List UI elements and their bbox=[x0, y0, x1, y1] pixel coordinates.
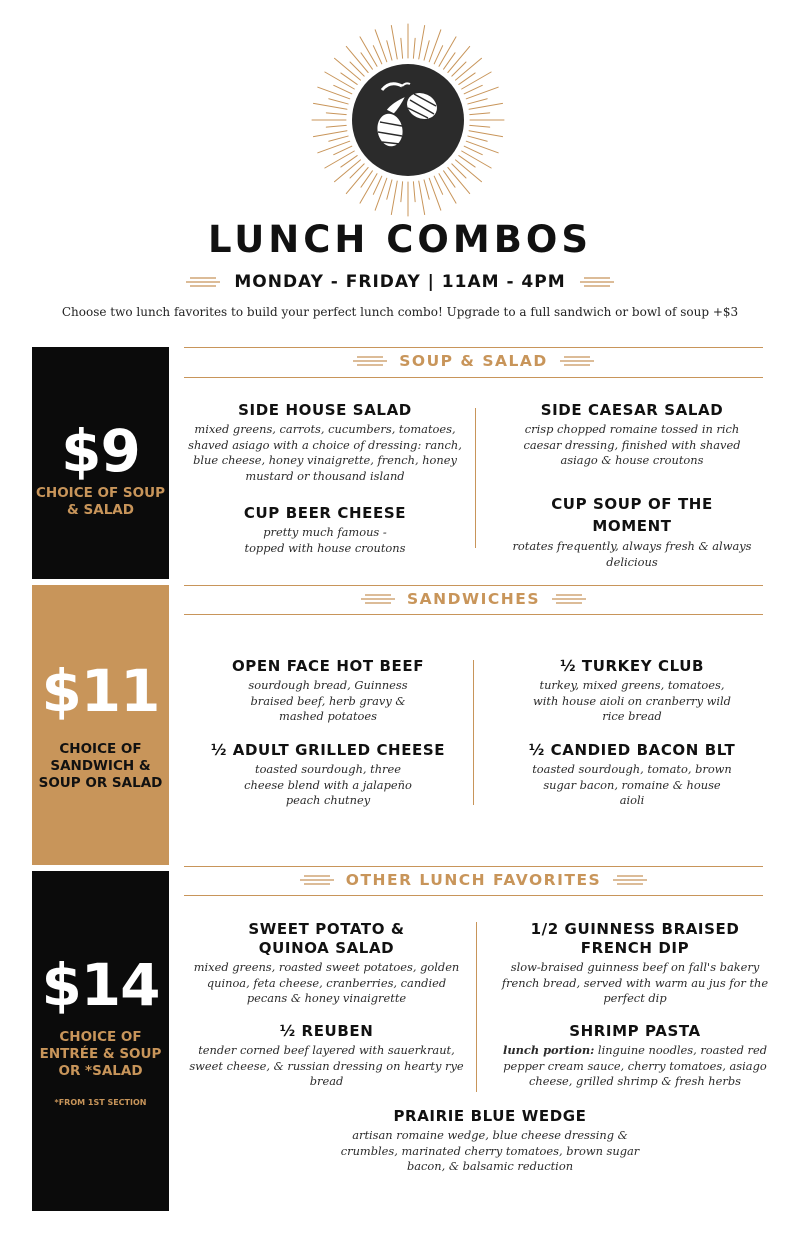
sunburst-ray bbox=[468, 136, 487, 141]
hours-row bbox=[0, 272, 800, 292]
sunburst-ray bbox=[391, 181, 397, 214]
section-title: OTHER LUNCH FAVORITES bbox=[345, 871, 602, 889]
menu-item bbox=[190, 741, 466, 809]
sunburst-ray bbox=[464, 85, 482, 93]
dash-ornament-icon bbox=[552, 592, 586, 606]
sunburst-ray bbox=[470, 125, 490, 127]
price-label: $14 bbox=[41, 951, 160, 1019]
sunburst-ray bbox=[413, 182, 415, 202]
price-block-11 bbox=[32, 585, 169, 865]
menu-item bbox=[495, 1022, 775, 1090]
sunburst-ray bbox=[329, 99, 348, 104]
sunburst-ray bbox=[419, 25, 425, 58]
sunburst-ray bbox=[387, 180, 392, 199]
sunburst-ray bbox=[373, 46, 381, 64]
column-divider bbox=[473, 660, 474, 805]
item-desc: mixed greens, roasted sweet potatoes, golden quinoa, feta cheese, cranberries, candied pecans & honey vinaigrette bbox=[193, 960, 460, 1005]
sunburst-ray bbox=[464, 146, 482, 154]
dash-ornament-icon bbox=[613, 873, 647, 887]
sunburst-ray bbox=[413, 38, 415, 58]
item-name: ½ TURKEY CLUB bbox=[559, 657, 705, 675]
sunburst-ray bbox=[387, 41, 392, 60]
menu-item bbox=[190, 657, 466, 725]
item-name: ½ REUBEN bbox=[279, 1022, 374, 1040]
menu-item bbox=[492, 657, 772, 725]
sunburst-ray bbox=[334, 146, 352, 154]
sunburst-ray bbox=[429, 30, 441, 62]
item-desc: crisp chopped romaine tossed in rich caesar dressing, finished with shaved asiago & house croutons bbox=[523, 422, 741, 467]
sunburst-ray bbox=[439, 37, 456, 66]
sunburst-ray bbox=[466, 87, 498, 99]
sunburst-ray bbox=[375, 30, 387, 62]
intro-text: Choose two lunch favorites to build your perfect lunch combo! Upgrade to a full sandwich or bowl of soup +$3 bbox=[61, 305, 739, 319]
dash-ornament-icon bbox=[361, 592, 395, 606]
sunburst-ray bbox=[462, 72, 491, 89]
sunburst-ray bbox=[318, 141, 350, 153]
item-name: ½ CANDIED BACON BLT bbox=[528, 741, 736, 759]
dash-ornament-icon bbox=[353, 354, 387, 368]
section-rule-top bbox=[184, 866, 763, 867]
section-rule-bottom bbox=[184, 895, 763, 896]
choice-label: CHOICE OF SOUP & SALAD bbox=[36, 485, 165, 518]
sunburst-ray bbox=[325, 151, 354, 168]
sunburst-ray bbox=[434, 46, 442, 64]
price-label: $9 bbox=[61, 417, 140, 485]
item-name: 1/2 GUINNESS BRAISED FRENCH DIP bbox=[530, 920, 740, 957]
sunburst-ray bbox=[360, 174, 377, 203]
menu-item bbox=[492, 493, 772, 570]
item-desc: pretty much famous - topped with house croutons bbox=[244, 525, 406, 555]
item-name: CUP SOUP OF THE MOMENT bbox=[551, 495, 713, 535]
sunburst-ray bbox=[470, 113, 490, 115]
menu-item bbox=[184, 920, 469, 1007]
menu-item bbox=[495, 920, 775, 1007]
sunburst-ray bbox=[360, 37, 377, 66]
sunburst-ray bbox=[325, 72, 354, 89]
sunburst-ray bbox=[419, 181, 425, 214]
sunburst-ray bbox=[391, 25, 397, 58]
item-name: SIDE HOUSE SALAD bbox=[238, 401, 412, 419]
sunburst-ray bbox=[434, 176, 442, 194]
dash-ornament-icon bbox=[560, 354, 594, 368]
dash-ornament-icon bbox=[300, 873, 334, 887]
section-rule-bottom bbox=[184, 377, 763, 378]
sunburst-ray bbox=[318, 87, 350, 99]
sunburst-ray bbox=[326, 125, 346, 127]
sunburst-ray bbox=[313, 103, 346, 109]
sunburst-ray bbox=[452, 164, 466, 178]
sunburst-ray bbox=[401, 38, 403, 58]
item-desc: rotates frequently, always fresh & always delicious bbox=[512, 539, 752, 569]
menu-item bbox=[184, 401, 466, 484]
item-name: SHRIMP PASTA bbox=[569, 1022, 701, 1040]
sunburst-ray bbox=[350, 62, 364, 76]
item-desc: toasted sourdough, three cheese blend with a jalapeño peach chutney bbox=[244, 762, 412, 807]
choice-label: CHOICE OF ENTRÉE & SOUP OR *SALAD bbox=[39, 1029, 162, 1079]
column-divider bbox=[475, 408, 476, 548]
item-desc: sourdough bread, Guinness braised beef, herb gravy & mashed potatoes bbox=[248, 678, 408, 723]
sunburst-ray bbox=[452, 62, 466, 76]
section-rule-top bbox=[184, 347, 763, 348]
sunburst-ray bbox=[334, 85, 352, 93]
item-name: OPEN FACE HOT BEEF bbox=[231, 657, 425, 675]
item-desc: artisan romaine wedge, blue cheese dressing & crumbles, marinated cherry tomatoes, brown sugar bacon, & balsamic reduction bbox=[340, 1128, 640, 1173]
section-rule-top bbox=[184, 585, 763, 586]
menu-item bbox=[320, 1107, 660, 1175]
sunburst-ray bbox=[439, 174, 456, 203]
section-header-other bbox=[184, 871, 763, 889]
section-header-soup-salad bbox=[184, 352, 763, 370]
sunburst-ray bbox=[468, 99, 487, 104]
menu-item bbox=[492, 401, 772, 469]
sunburst-ray bbox=[375, 178, 387, 210]
sunburst-ray bbox=[401, 182, 403, 202]
sunburst-ray bbox=[326, 113, 346, 115]
sunburst-ray bbox=[350, 164, 364, 178]
sunburst-ray bbox=[373, 176, 381, 194]
section-rule-bottom bbox=[184, 614, 763, 615]
price-label: $11 bbox=[41, 657, 160, 725]
item-name: PRAIRIE BLUE WEDGE bbox=[393, 1107, 587, 1125]
item-name: SIDE CAESAR SALAD bbox=[540, 401, 724, 419]
section-title: SOUP & SALAD bbox=[399, 352, 548, 370]
fine-print: *FROM 1ST SECTION bbox=[54, 1098, 147, 1107]
menu-item bbox=[492, 741, 772, 809]
dash-ornament-icon bbox=[580, 275, 614, 289]
hops-logo bbox=[310, 22, 506, 218]
item-name: ½ ADULT GRILLED CHEESE bbox=[210, 741, 446, 759]
sunburst-ray bbox=[424, 41, 429, 60]
item-desc: turkey, mixed greens, tomatoes, with house aioli on cranberry wild rice bread bbox=[533, 678, 731, 723]
sunburst-ray bbox=[469, 131, 502, 137]
sunburst-ray bbox=[313, 131, 346, 137]
item-desc: mixed greens, carrots, cucumbers, tomatoes, shaved asiago with a choice of dressing: ranch, blue cheese, honey vinaigrette, french, honey mustard or thousand island bbox=[188, 422, 462, 483]
dash-ornament-icon bbox=[186, 275, 220, 289]
price-block-14 bbox=[32, 871, 169, 1211]
section-title: SANDWICHES bbox=[407, 590, 540, 608]
item-desc bbox=[495, 1043, 775, 1090]
item-desc-label: lunch portion: bbox=[503, 1043, 595, 1057]
choice-label: CHOICE OF SANDWICH & SOUP OR SALAD bbox=[38, 741, 163, 791]
sunburst-ray bbox=[429, 178, 441, 210]
item-desc: toasted sourdough, tomato, brown sugar bacon, romaine & house aioli bbox=[532, 762, 732, 807]
sunburst-ray bbox=[466, 141, 498, 153]
page-title: LUNCH COMBOS bbox=[208, 218, 592, 261]
column-divider bbox=[476, 922, 477, 1092]
sunburst-ray bbox=[462, 151, 491, 168]
item-desc-text: linguine noodles, roasted red pepper cream sauce, cherry tomatoes, asiago cheese, grilled shrimp & fresh herbs bbox=[503, 1043, 767, 1088]
menu-item bbox=[184, 1022, 469, 1090]
item-name: CUP BEER CHEESE bbox=[243, 504, 407, 522]
menu-item bbox=[184, 504, 466, 556]
item-name: SWEET POTATO & QUINOA SALAD bbox=[248, 920, 405, 957]
sunburst-ray bbox=[469, 103, 502, 109]
section-header-sandwiches bbox=[184, 590, 763, 608]
item-desc: tender corned beef layered with sauerkraut, sweet cheese, & russian dressing on hearty rye bread bbox=[189, 1043, 464, 1088]
logo-circle bbox=[352, 64, 464, 176]
sunburst-ray bbox=[424, 180, 429, 199]
hours-text: MONDAY - FRIDAY | 11AM - 4PM bbox=[234, 272, 566, 292]
price-block-9 bbox=[32, 347, 169, 579]
sunburst-ray bbox=[329, 136, 348, 141]
item-desc: slow-braised guinness beef on fall's bakery french bread, served with warm au jus for the perfect dip bbox=[501, 960, 769, 1005]
